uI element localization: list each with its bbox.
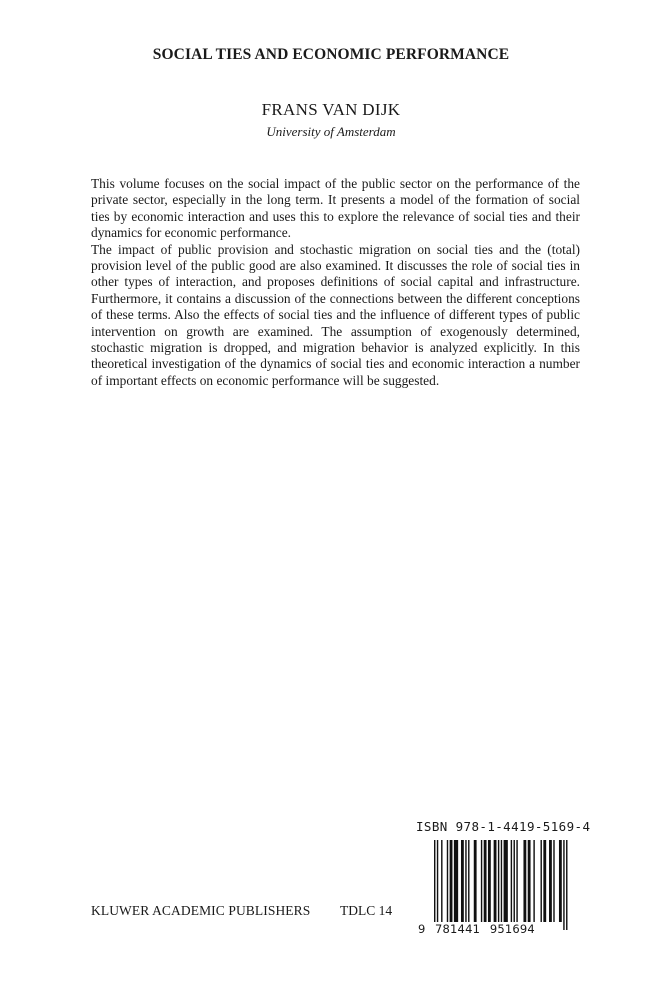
barcode-digits-right: 951694 [489,922,535,936]
barcode-bar [434,840,435,930]
series-code: TDLC 14 [340,903,393,918]
author-affiliation: University of Amsterdam [266,124,396,139]
book-title: SOCIAL TIES AND ECONOMIC PERFORMANCE [152,46,510,63]
barcode-bar [481,840,482,922]
barcode-bar [553,840,554,922]
barcode-bar [468,840,469,922]
barcode-bar [523,840,526,922]
barcode-bar [543,840,546,922]
barcode [418,840,568,936]
barcode-bar [437,840,438,930]
barcode-bar [447,840,448,922]
isbn-block [416,819,591,936]
barcode-bar [461,840,464,922]
barcode-bar [549,840,552,922]
blurb-paragraph-2: The impact of public provision and stochastic migration on social ties and the (total) provision level of the public good are also examined. It discusses the role of social ties in other types of interaction, and proposes definitions of social capital and infrastructure. Furthermore, it contains a discussion of the connections between the different conceptions of these terms. Also the effects of social ties and the influence of different types of public intervention on growth are examined. The assumption of exogenously determined, stochastic migration is dropped, and migration behavior is analyzed explicitly. In this theoretical investigation of the dynamics of social ties and economic interaction a number of important effects on economic performance will be suggested. [91,241,580,388]
barcode-bar [566,840,567,930]
author-name: FRANS VAN DIJK [261,100,401,119]
barcode-bar [484,840,487,922]
barcode-bar [441,840,442,922]
barcode-bar [511,840,512,922]
barcode-bar [488,840,491,922]
barcode-bar [494,840,497,922]
barcode-bar [474,840,477,922]
isbn-label: ISBN 978-1-4419-5169-4 [416,819,591,834]
publisher-name: KLUWER ACADEMIC PUBLISHERS [91,903,311,918]
barcode-digits-left: 781441 [435,922,481,936]
blurb-paragraph-1: This volume focuses on the social impact of the public sector on the performance of the private sector, especially in the long term. It presents a model of the formation of social ties by economic interaction and uses this to explore the relevance of social ties and their dynamics for economic performance. [91,176,580,241]
barcode-bar [465,840,466,922]
barcode-digits [418,922,568,936]
barcode-bar [501,840,502,922]
barcode-bar [533,840,534,922]
barcode-bar [541,840,542,922]
barcode-bar [559,840,562,922]
barcode-bar [528,840,531,922]
barcode-bar [498,840,499,922]
barcode-digit-lead: 9 [418,922,434,936]
barcode-bars [418,840,568,932]
barcode-bar [516,840,517,922]
blurb [91,176,580,389]
barcode-bar [504,840,508,922]
barcode-bar [514,840,515,922]
barcode-bar [454,840,458,922]
barcode-bar [563,840,564,930]
barcode-bar [450,840,453,922]
